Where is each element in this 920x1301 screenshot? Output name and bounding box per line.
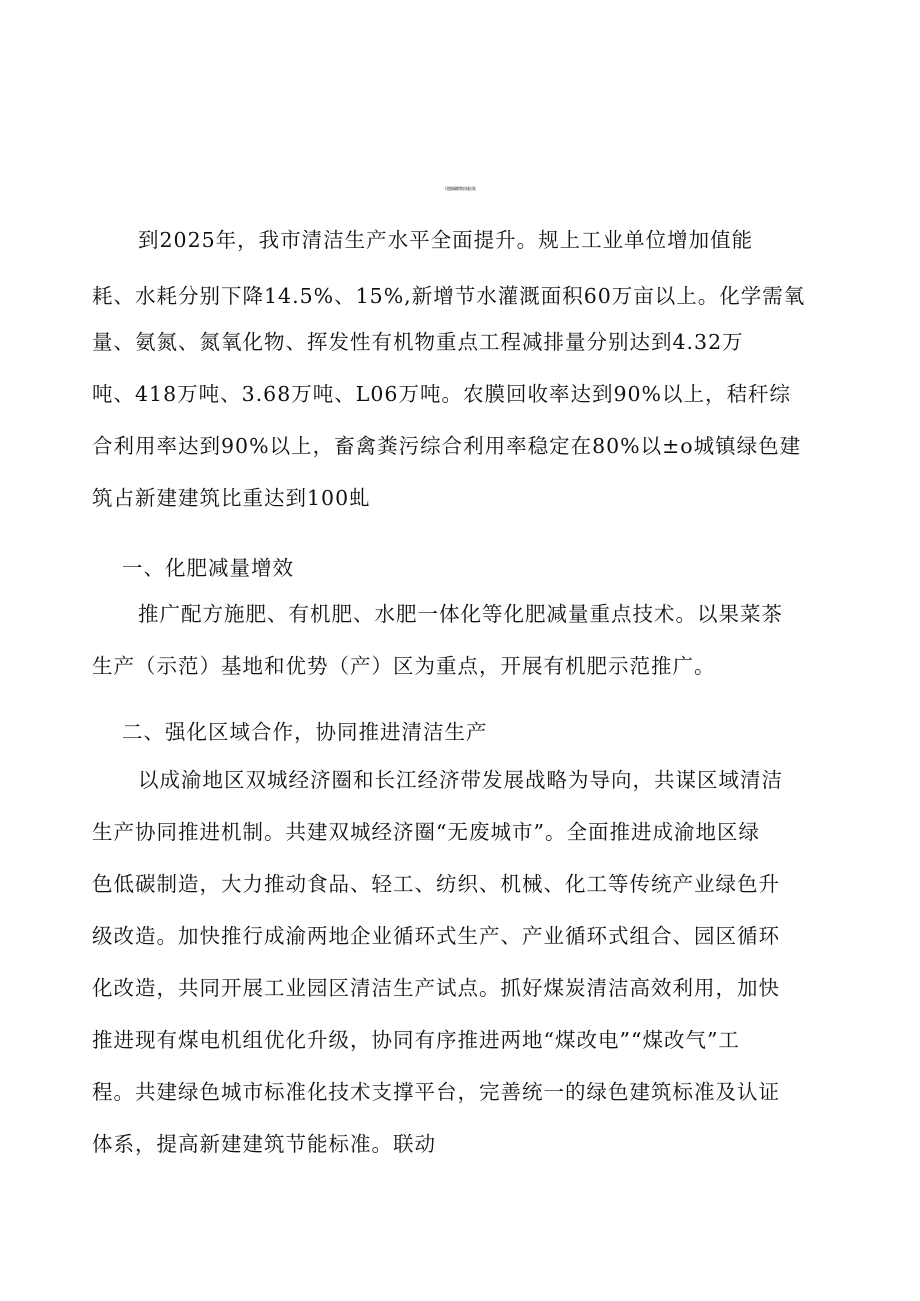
section-1-line-2: 生产（示范）基地和优势（产）区为重点，开展有机肥示范推广。 <box>92 654 716 678</box>
intro-line-3: 量、氨氮、氮氧化物、挥发性有机物重点工程减排量分别达到4.32万 <box>92 330 744 354</box>
intro-line-1: 到2025年，我市清洁生产水平全面提升。规上工业单位增加值能 <box>138 228 754 252</box>
section-1-line-1: 推广配方施肥、有机肥、水肥一体化等化肥减量重点技术。以果菜茶 <box>138 602 783 626</box>
section-2-line-8: 体系，提高新建建筑节能标准。联动 <box>92 1132 436 1156</box>
intro-line-4: 吨、418万吨、3.68万吨、L06万吨。农膜回收率达到90%以上，秸秆综 <box>92 382 792 406</box>
intro-line-5: 合利用率达到90%以上，畜禽粪污综合利用率稳定在80%以±o城镇绿色建 <box>92 434 802 458</box>
section-2-line-3: 色低碳制造，大力推动食品、轻工、纺织、机械、化工等传统产业绿色升 <box>92 872 780 896</box>
section-2-line-7: 程。共建绿色城市标准化技术支撑平台，完善统一的绿色建筑标准及认证 <box>92 1080 780 1104</box>
section-2-line-4: 级改造。加快推行成渝两地企业循环式生产、产业循环式组合、园区循环 <box>92 924 780 948</box>
intro-line-6: 筑占新建建筑比重达到100虬 <box>92 486 371 510</box>
section-2-line-6: 推进现有煤电机组优化升级，协同有序推进两地“煤改电”“煤改气”工 <box>92 1028 740 1052</box>
document-title: 化肥减量增效实施方案 <box>445 186 475 191</box>
section-2-line-1: 以成渝地区双城经济圈和长江经济带发展战略为导向，共谋区域清洁 <box>138 768 783 792</box>
section-1-heading: 一、化肥减量增效 <box>122 556 294 580</box>
section-2-heading: 二、强化区域合作，协同推进清洁生产 <box>122 720 488 744</box>
section-2-line-2: 生产协同推进机制。共建双城经济圈“无废城市”。全面推进成渝地区绿 <box>92 820 760 844</box>
intro-line-2: 耗、水耗分别下降14.5%、15%,新增节水灌溉面积60万亩以上。化学需氧 <box>92 284 806 308</box>
section-2-line-5: 化改造，共同开展工业园区清洁生产试点。抓好煤炭清洁高效利用，加快 <box>92 976 780 1000</box>
